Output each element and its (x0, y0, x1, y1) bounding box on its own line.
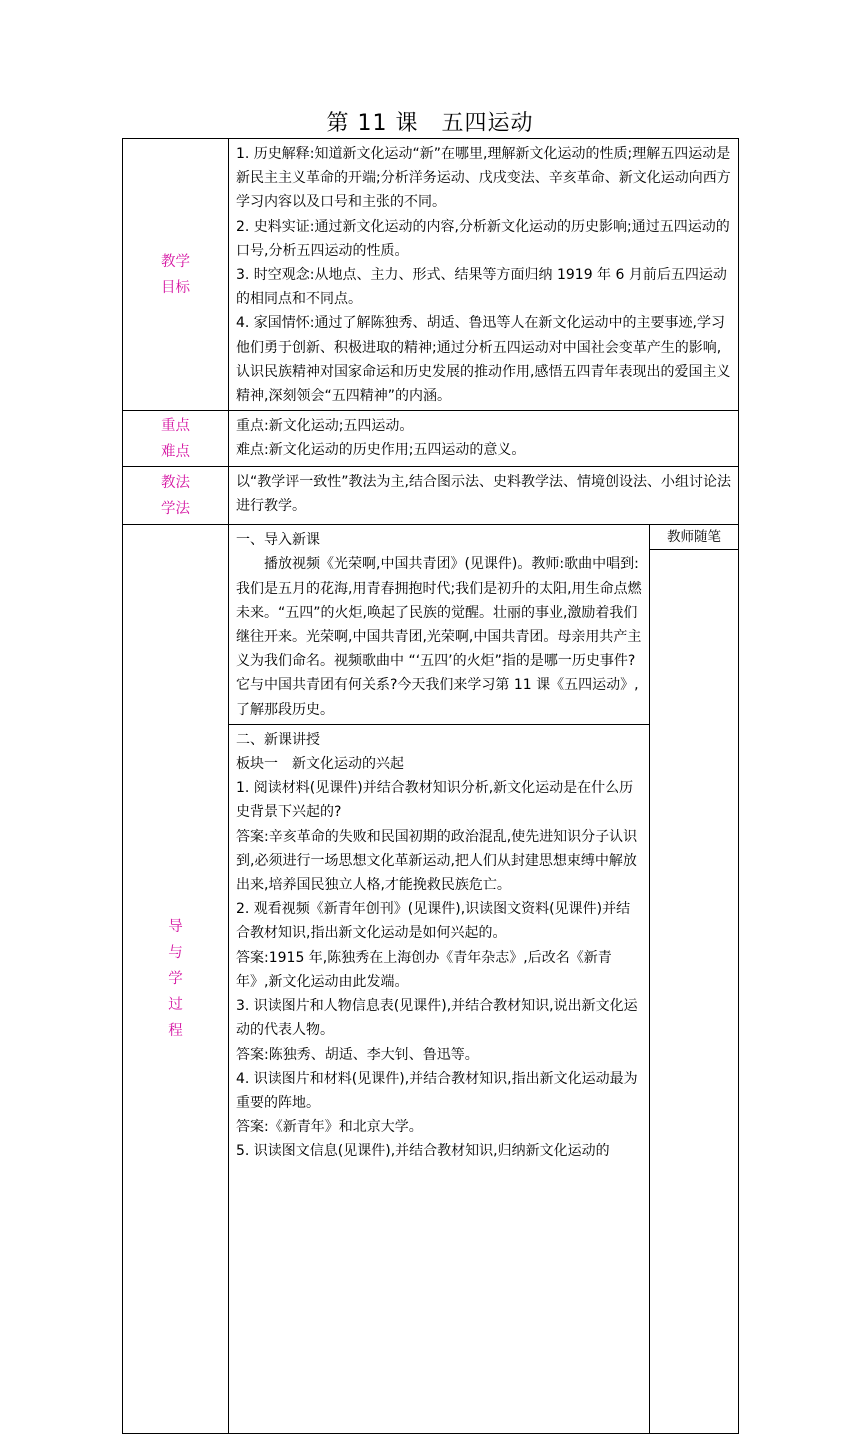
goal-item: 1. 历史解释:知道新文化运动“新”在哪里,理解新文化运动的性质;理解五四运动是新民主主义革命的开端;分析洋务运动、戊戌变法、辛亥革命、新文化运动向西方学习内容以及口号和主张的不同。 (236, 146, 731, 211)
lecture-item: 4. 识读图片和材料(见课件),并结合教材知识,指出新文化运动最为重要的阵地。 (236, 1070, 638, 1111)
key-points-label: 重点 难点 (123, 411, 229, 467)
process-intro-row (123, 525, 739, 725)
lecture-item: 答案:《新青年》和北京大学。 (236, 1119, 423, 1136)
goals-content (229, 139, 739, 411)
methods-content (229, 467, 739, 525)
key-point: 重点:新文化运动;五四运动。 (236, 418, 414, 435)
methods-row (123, 467, 739, 525)
goals-label: 教学 目标 (123, 139, 229, 411)
intro-heading: 一、导入新课 (236, 532, 320, 549)
key-points-content (229, 411, 739, 467)
goal-item: 3. 时空观念:从地点、主力、形式、结果等方面归纳 1919 年 6 月前后五四运动的相同点和不同点。 (236, 267, 727, 308)
teacher-notes-header: 教师随笔 (650, 525, 738, 550)
goals-row (123, 139, 739, 411)
lecture-item: 5. 识读图文信息(见课件),并结合教材知识,归纳新文化运动的 (236, 1143, 610, 1160)
section-title: 板块一 新文化运动的兴起 (236, 756, 404, 773)
lecture-heading: 二、新课讲授 (236, 731, 320, 748)
goal-item: 2. 史料实证:通过新文化运动的内容,分析新文化运动的历史影响;通过五四运动的口号,分析五四运动的性质。 (236, 218, 730, 259)
lecture-item: 答案:1915 年,陈独秀在上海创办《青年杂志》,后改名《新青年》,新文化运动由此发端。 (236, 949, 612, 990)
page-title: 第 11 课 五四运动 (326, 111, 534, 136)
goal-item: 4. 家国情怀:通过了解陈独秀、胡适、鲁迅等人在新文化运动中的主要事迹,学习他们勇于创新、积极进取的精神;通过分析五四运动对中国社会变革产生的影响,认识民族精神对国家命运和历史发展的推动作用,感悟五四青年表现出的爱国主义精神,深刻领会“五四精神”的内涵。 (236, 315, 731, 405)
lecture-item: 答案:辛亥革命的失败和民国初期的政治混乱,使先进知识分子认识到,必须进行一场思想文化革新运动,把人们从封建思想束缚中解放出来,培养国民独立人格,才能挽救民族危亡。 (236, 828, 638, 894)
intro-text: 播放视频《光荣啊,中国共青团》(见课件)。教师:歌曲中唱到:我们是五月的花海,用青春拥抱时代;我们是初升的太阳,用生命点燃未来。“五四”的火炬,唤起了民族的觉醒。壮丽的事业,激励着我们继往开来。光荣啊,中国共青团,光荣啊,中国共青团。母亲用共产主义为我们命名。视频歌曲中 “‘五四’的火炬”指的是哪一历史事件?它与中国共青团有何关系?今天我们来学习第 11 课《五四运动》,了解那段历史。 (236, 556, 642, 718)
intro-content (229, 525, 650, 725)
methods-text: 以“教学评一致性”教法为主,结合图示法、史料教学法、情境创设法、小组讨论法进行教学。 (236, 474, 731, 515)
process-label: 导 与 学 过 程 (123, 525, 229, 1434)
difficult-point: 难点:新文化运动的历史作用;五四运动的意义。 (236, 442, 526, 459)
key-points-row (123, 411, 739, 467)
lecture-item: 答案:陈独秀、胡适、李大钊、鲁迅等。 (236, 1046, 479, 1063)
lesson-plan-table (122, 138, 739, 1434)
methods-label: 教法 学法 (123, 467, 229, 525)
lecture-item: 1. 阅读材料(见课件)并结合教材知识分析,新文化运动是在什么历史背景下兴起的? (236, 780, 634, 821)
lecture-content (229, 724, 650, 1433)
lecture-item: 3. 识读图片和人物信息表(见课件),并结合教材知识,说出新文化运动的代表人物。 (236, 998, 638, 1039)
teacher-notes-column (650, 525, 739, 1434)
lecture-item: 2. 观看视频《新青年创刊》(见课件),识读图文资料(见课件)并结合教材知识,指出新文化运动是如何兴起的。 (236, 901, 631, 942)
